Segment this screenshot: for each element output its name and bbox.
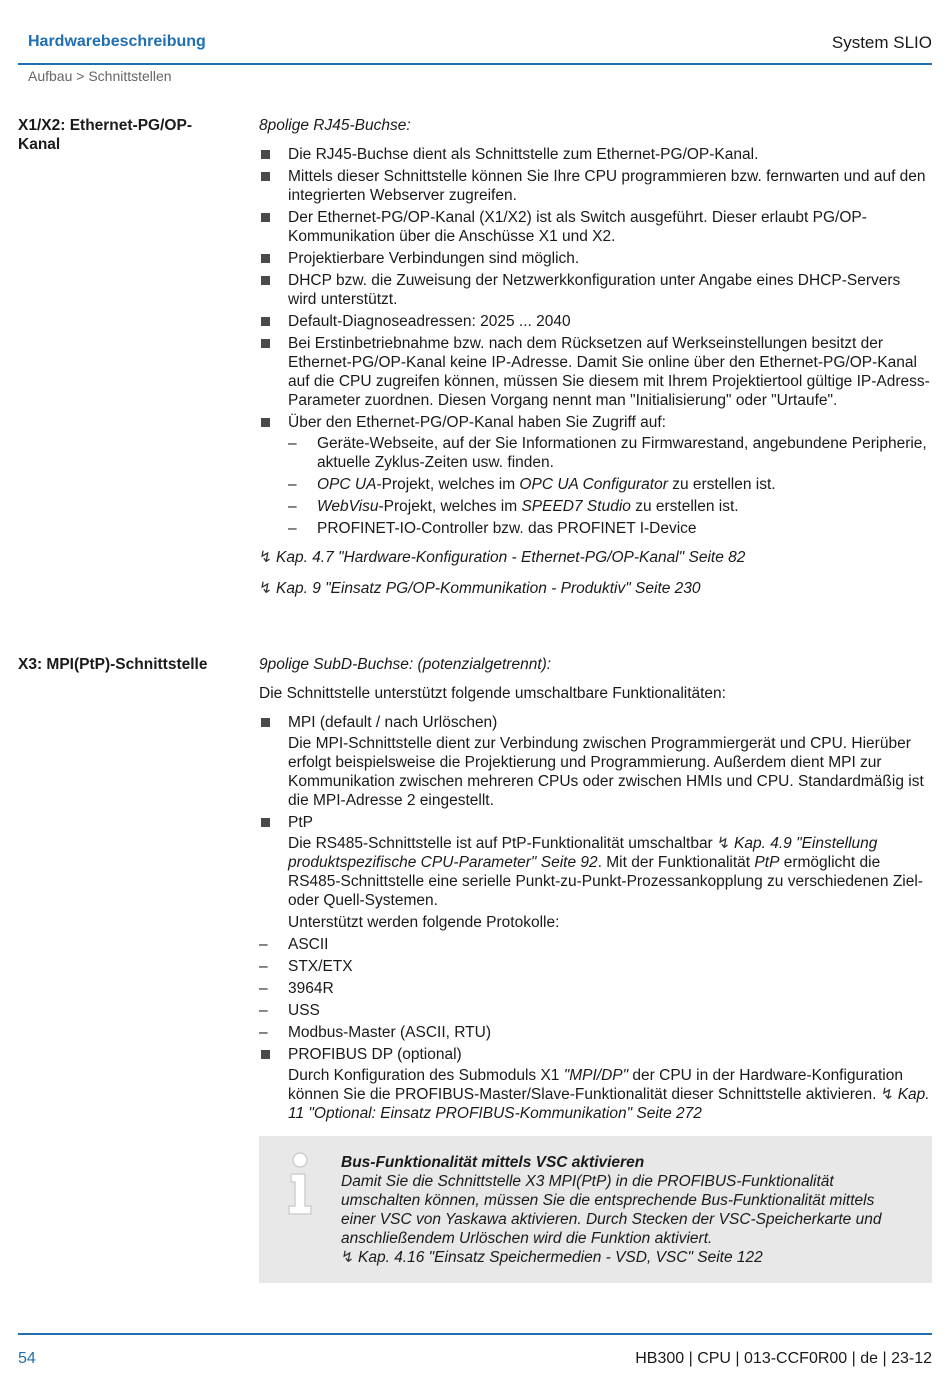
ptp-label: PtP: [754, 854, 780, 871]
footer-divider: [18, 1333, 932, 1335]
x3-bullet-list: [259, 713, 932, 1123]
access-intro: Über den Ethernet-PG/OP-Kanal haben Sie Zugriff auf:: [288, 414, 666, 431]
list-item: DHCP bzw. die Zuweisung der Netzwerkkonfiguration unter Angabe eines DHCP-Servers wird unterstützt.: [259, 271, 932, 309]
ptp-title: PtP: [288, 814, 313, 831]
cross-reference-arrow-icon: ↯: [259, 580, 272, 597]
ptp-desc-text-1: Die RS485-Schnittstelle ist auf PtP-Funktionalität umschaltbar: [288, 835, 718, 852]
webvisu-label: WebVisu: [317, 498, 379, 515]
section-body-x3: [259, 655, 932, 1126]
header-section-title: Hardwarebeschreibung: [28, 33, 206, 50]
list-item: – USS: [259, 1001, 932, 1020]
opcua-text-2: zu erstellen ist.: [667, 476, 776, 493]
list-item: Mittels dieser Schnittstelle können Sie Ihre CPU programmieren bzw. fernwarten und auf den integrierten Webserver zugreifen.: [259, 167, 932, 205]
list-item: Bei Erstinbetriebnahme bzw. nach dem Rücksetzen auf Werkseinstellungen besitzt der Ethernet-PG/OP-Kanal keine IP-Adresse. Damit Sie online über den Ethernet-PG/OP-Kanal auf die CPU zugreifen können, müssen Sie diesem mit Ihrem Projektiertool gültige IP-Adress-Parameter zuordnen. Diesen Vorgang nennt man "Initialisierung" oder "Urtaufe".: [259, 334, 932, 410]
cross-reference-link[interactable]: [259, 579, 932, 598]
list-item: – Geräte-Webseite, auf der Sie Informationen zu Firmwarestand, angebundene Peripherie, aktuelle Zyklus-Zeiten usw. finden.: [288, 434, 932, 472]
webvisu-text-1: -Projekt, welches im: [378, 498, 522, 515]
profibus-desc-text-1: Durch Konfiguration des Submoduls X1: [288, 1067, 564, 1084]
cross-reference-arrow-icon: ↯: [880, 1086, 894, 1103]
x3-intro: Die Schnittstelle unterstützt folgende umschaltbare Funktionalitäten:: [259, 685, 726, 702]
mpi-dp-label: "MPI/DP": [563, 1067, 629, 1084]
cross-reference-text[interactable]: Kap. 4.9 "Einstellung produktspezifische CPU-Parameter" Seite 92: [288, 835, 878, 871]
info-note-box: [259, 1136, 932, 1283]
page-number: 54: [18, 1350, 36, 1367]
list-item: Projektierbare Verbindungen sind möglich.: [259, 249, 932, 268]
cross-reference-text[interactable]: Kap. 4.7 "Hardware-Konfiguration - Ethernet-PG/OP-Kanal" Seite 82: [276, 549, 746, 566]
list-item: Default-Diagnoseadressen: 2025 ... 2040: [259, 312, 932, 331]
note-title: Bus-Funktionalität mittels VSC aktivieren: [341, 1154, 645, 1171]
cross-reference-link[interactable]: [341, 1248, 902, 1267]
list-item: Der Ethernet-PG/OP-Kanal (X1/X2) ist als Switch ausgeführt. Dieser erlaubt PG/OP-Kommunikation über die Anschüsse X1 und X2.: [259, 208, 932, 246]
protocols-intro: Unterstützt werden folgende Protokolle:: [288, 914, 560, 931]
list-item-ptp: [259, 813, 932, 1042]
x1x2-subtitle: 8polige RJ45-Buchse:: [259, 117, 411, 134]
header-divider: [18, 63, 932, 65]
speed7-label: SPEED7 Studio: [521, 498, 631, 515]
x1x2-bullet-list: [259, 145, 932, 538]
list-item: – PROFINET-IO-Controller bzw. das PROFINET I-Device: [288, 519, 932, 538]
list-item: – Modbus-Master (ASCII, RTU): [259, 1023, 932, 1042]
list-item: – 3964R: [259, 979, 932, 998]
cross-reference-text[interactable]: Kap. 4.16 "Einsatz Speichermedien - VSD, VSC" Seite 122: [358, 1249, 763, 1266]
opcua-text-1: -Projekt, welches im: [376, 476, 520, 493]
note-body: Damit Sie die Schnittstelle X3 MPI(PtP) in die PROFIBUS-Funktionalität umschalten können, müssen Sie die entsprechende Bus-Funktionalität mittels einer VSC von Yaskawa aktivieren. Durch Stecken der VSC-Speicherkarte und anschließendem Urlöschen wird die Funktion aktiviert.: [341, 1173, 882, 1247]
list-item: Die RJ45-Buchse dient als Schnittstelle zum Ethernet-PG/OP-Kanal.: [259, 145, 932, 164]
mpi-description: Die MPI-Schnittstelle dient zur Verbindung zwischen Programmiergerät und CPU. Hierüber erfolgt beispielsweise die Projektierung und Programmierung. Außerdem dient MPI zur Kommunikation zwischen mehreren CPUs oder zwischen HMIs und CPU. Standardmäßig ist die MPI-Adresse 2 eingestellt.: [288, 735, 924, 809]
list-item: [288, 475, 932, 494]
list-item: – ASCII: [259, 935, 932, 954]
section-label-x3: X3: MPI(PtP)-Schnittstelle: [18, 656, 208, 673]
section-body-x1x2: [259, 116, 932, 598]
list-item-mpi: [259, 713, 932, 810]
cross-reference-arrow-icon: ↯: [717, 835, 731, 852]
protocols-list: [259, 935, 932, 1042]
opcua-label: OPC UA: [317, 476, 377, 493]
profibus-desc-text-2: der CPU in der Hardware-Konfiguration können Sie die PROFIBUS-Master/Slave-Funktionalität dieser Schnittstelle aktivieren.: [288, 1067, 903, 1103]
cross-reference-link[interactable]: [259, 548, 932, 567]
note-content: [341, 1153, 902, 1267]
document-id: HB300 | CPU | 013-CCF0R00 | de | 23-12: [635, 1350, 932, 1367]
cross-reference-text[interactable]: Kap. 11 "Optional: Einsatz PROFIBUS-Kommunikation" Seite 272: [288, 1086, 930, 1122]
breadcrumb: Aufbau > Schnittstellen: [28, 68, 172, 84]
header-product-name: System SLIO: [831, 33, 932, 52]
ptp-desc-text-2: . Mit der Funktionalität: [597, 854, 755, 871]
mpi-title: MPI (default / nach Urlöschen): [288, 714, 498, 731]
profibus-title: PROFIBUS DP (optional): [288, 1046, 462, 1063]
cross-reference-arrow-icon: ↯: [341, 1249, 354, 1266]
opcua-configurator-label: OPC UA Configurator: [519, 476, 668, 493]
list-item: [288, 497, 932, 516]
cross-reference-arrow-icon: ↯: [259, 549, 272, 566]
list-item-access: [259, 413, 932, 538]
access-dash-list: [288, 434, 932, 538]
ptp-description: [288, 834, 932, 910]
cross-reference-text[interactable]: Kap. 9 "Einsatz PG/OP-Kommunikation - Produktiv" Seite 230: [276, 580, 701, 597]
info-icon: [285, 1152, 319, 1216]
x3-subtitle: 9polige SubD-Buchse: (potenzialgetrennt):: [259, 656, 552, 673]
ptp-desc-text-3: ermöglicht die RS485-Schnittstelle eine serielle Punkt-zu-Punkt-Prozessankopplung zu verschiedenen Ziel- oder Quell-Systemen.: [288, 854, 923, 909]
profibus-description: [288, 1066, 932, 1123]
list-item-profibus: [259, 1045, 932, 1123]
webvisu-text-2: zu erstellen ist.: [630, 498, 739, 515]
list-item: – STX/ETX: [259, 957, 932, 976]
section-label-x1x2: X1/X2: Ethernet-PG/OP-Kanal: [18, 117, 192, 153]
